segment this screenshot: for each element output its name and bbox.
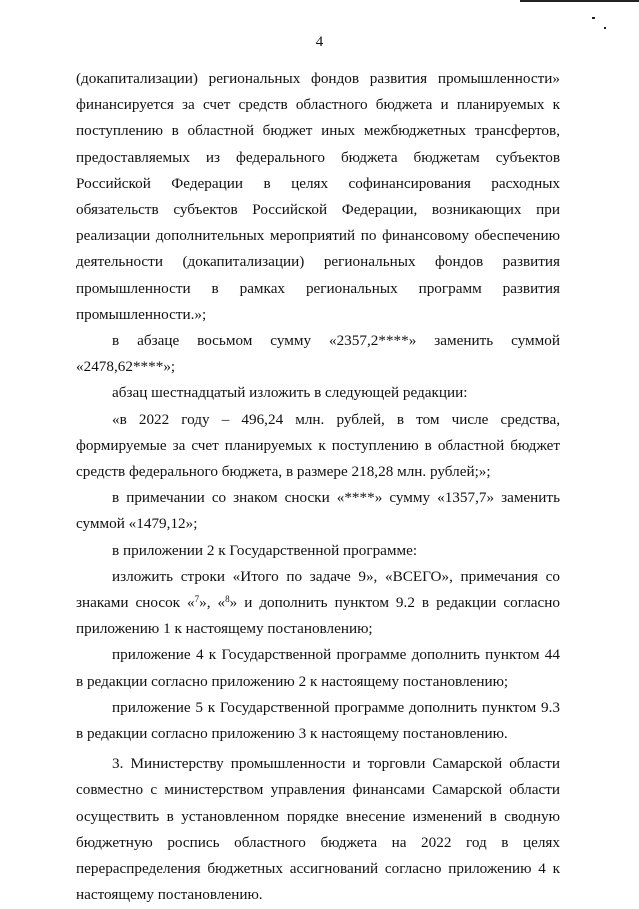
paragraph-appendix-2-rows xyxy=(76,564,560,643)
paragraph-footnote-amount: в примечании со знаком сноски «****» сумму «1357,7» заменить суммой «1479,12»; xyxy=(76,489,560,533)
scan-dot-top-right xyxy=(592,17,595,19)
text-segment: », « xyxy=(199,594,226,612)
paragraph-appendix-4: приложение 4 к Государственной программе дополнить пунктом 44 в редакции согласно приложению 2 к настоящему постановлению; xyxy=(76,646,560,690)
document-body xyxy=(76,66,560,909)
paragraph-sixteenth-clause: абзац шестнадцатый изложить в следующей редакции: xyxy=(112,384,468,402)
scan-dot-right xyxy=(604,27,606,29)
page-number: 4 xyxy=(315,34,324,50)
paragraph-appendix-5: приложение 5 к Государственной программе дополнить пунктом 9.3 в редакции согласно приложению 3 к настоящему постановлению. xyxy=(76,698,560,743)
footnote-mark-8: 8 xyxy=(225,594,230,605)
scan-mark-top-right xyxy=(520,0,639,2)
paragraph-item-3-ministry: 3. Министерству промышленности и торговли Самарской области совместно с министерством управления финансами Самарской области осуществить в установленном порядке внесение изменений в сводную бюджетную роспись областного бюджета на 2022 год в целях перераспределения бюджетных ассигнований согласно приложению 4 к настоящему постановлению. xyxy=(76,755,560,904)
text-segment: » и дополнить пунктом 9.2 в редакции согласно приложению 1 к настоящему постановлению; xyxy=(76,594,561,638)
paragraph-funding-sources: (докапитализации) региональных фондов развития промышленности» финансируется за счет средств областного бюджета и планируемых к поступлению в областной бюджет иных межбюджетных трансфертов, предоставляемых из федерального бюджета бюджетам субъектов Российской Федерации в целях софинансирования расходных обязательств субъектов Российской Федерации, возникающих при реализации дополнительных мероприятий по финансовому обеспечению деятельности (докапитализации) региональных фондов развития промышленности в рамках региональных программ развития промышленности.»; xyxy=(76,70,560,323)
footnote-mark-7: 7 xyxy=(194,594,200,605)
text-segment: изложить строки «Итого по задаче 9», «ВСЕГО», примечания со знаками сносок « xyxy=(76,567,560,612)
paragraph-eighth-clause-amount: в абзаце восьмом сумму «2357,2****» заменить суммой «2478,62****»; xyxy=(76,332,560,376)
paragraph-appendix-2-heading: в приложении 2 к Государственной программе: xyxy=(112,541,418,559)
paragraph-2022-amount: «в 2022 году – 496,24 млн. рублей, в том числе средства, формируемые за счет планируемых к поступлению в областной бюджет средств федерального бюджета, в размере 218,28 млн. рублей;»; xyxy=(76,410,560,481)
